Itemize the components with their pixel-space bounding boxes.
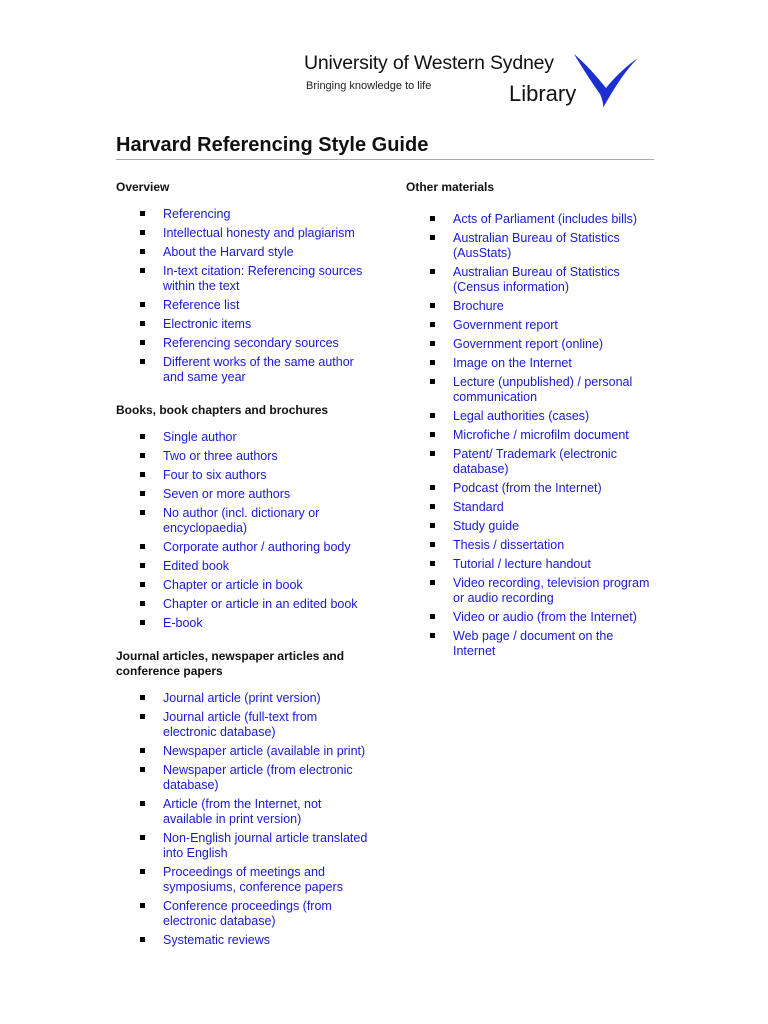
link-journal-article-full-text-from-electronic-database[interactable]: Journal article (full-text from electronic database) <box>116 710 368 740</box>
link-australian-bureau-of-statistics-ausstats[interactable]: Australian Bureau of Statistics (AusStats) <box>406 231 658 261</box>
link-brochure[interactable]: Brochure <box>406 299 658 314</box>
link-e-book[interactable]: E-book <box>116 616 368 631</box>
link-journal-article-print-version[interactable]: Journal article (print version) <box>116 691 368 706</box>
library-label: Library <box>509 81 577 106</box>
section-heading-overview: Overview <box>116 180 170 194</box>
link-in-text-citation-referencing-sources-within-the-text[interactable]: In-text citation: Referencing sources within the text <box>116 264 368 294</box>
section-list <box>116 207 366 385</box>
link-chapter-or-article-in-an-edited-book[interactable]: Chapter or article in an edited book <box>116 597 368 612</box>
section-heading-other-materials: Other materials <box>406 180 495 194</box>
link-seven-or-more-authors[interactable]: Seven or more authors <box>116 487 368 502</box>
link-referencing[interactable]: Referencing <box>116 207 368 222</box>
link-lecture-unpublished-personal-communication[interactable]: Lecture (unpublished) / personal communication <box>406 375 658 405</box>
left-column <box>116 180 366 966</box>
page-title: Harvard Referencing Style Guide <box>116 134 429 156</box>
link-acts-of-parliament-includes-bills[interactable]: Acts of Parliament (includes bills) <box>406 212 658 227</box>
link-video-or-audio-from-the-internet[interactable]: Video or audio (from the Internet) <box>406 610 658 625</box>
link-no-author-incl-dictionary-or-encyclopaedia[interactable]: No author (incl. dictionary or encyclopaedia) <box>116 506 368 536</box>
link-video-recording-television-program-or-audio-recording[interactable]: Video recording, television program or audio recording <box>406 576 658 606</box>
link-government-report[interactable]: Government report <box>406 318 658 333</box>
section-list <box>116 430 366 631</box>
link-proceedings-of-meetings-and-symposiums-conference-papers[interactable]: Proceedings of meetings and symposiums, conference papers <box>116 865 368 895</box>
link-patent-trademark-electronic-database[interactable]: Patent/ Trademark (electronic database) <box>406 447 658 477</box>
link-four-to-six-authors[interactable]: Four to six authors <box>116 468 368 483</box>
link-corporate-author-authoring-body[interactable]: Corporate author / authoring body <box>116 540 368 555</box>
link-chapter-or-article-in-book[interactable]: Chapter or article in book <box>116 578 368 593</box>
link-non-english-journal-article-translated-into-english[interactable]: Non-English journal article translated into English <box>116 831 368 861</box>
link-different-works-of-the-same-author-and-same-year[interactable]: Different works of the same author and same year <box>116 355 368 385</box>
section-list <box>116 691 366 948</box>
link-study-guide[interactable]: Study guide <box>406 519 658 534</box>
link-reference-list[interactable]: Reference list <box>116 298 368 313</box>
link-standard[interactable]: Standard <box>406 500 658 515</box>
link-web-page-document-on-the-internet[interactable]: Web page / document on the Internet <box>406 629 658 659</box>
swallow-logo-icon <box>568 50 640 110</box>
link-newspaper-article-from-electronic-database[interactable]: Newspaper article (from electronic database) <box>116 763 368 793</box>
link-systematic-reviews[interactable]: Systematic reviews <box>116 933 368 948</box>
link-conference-proceedings-from-electronic-database[interactable]: Conference proceedings (from electronic database) <box>116 899 368 929</box>
link-edited-book[interactable]: Edited book <box>116 559 368 574</box>
link-referencing-secondary-sources[interactable]: Referencing secondary sources <box>116 336 368 351</box>
link-australian-bureau-of-statistics-census-information[interactable]: Australian Bureau of Statistics (Census information) <box>406 265 658 295</box>
link-single-author[interactable]: Single author <box>116 430 368 445</box>
link-image-on-the-internet[interactable]: Image on the Internet <box>406 356 658 371</box>
right-column <box>406 180 656 677</box>
link-government-report-online[interactable]: Government report (online) <box>406 337 658 352</box>
link-tutorial-lecture-handout[interactable]: Tutorial / lecture handout <box>406 557 658 572</box>
link-two-or-three-authors[interactable]: Two or three authors <box>116 449 368 464</box>
section-heading-journal-articles-newspaper-articles-and-conference-papers: Journal articles, newspaper articles and conference papers <box>116 649 345 678</box>
link-about-the-harvard-style[interactable]: About the Harvard style <box>116 245 368 260</box>
link-podcast-from-the-internet[interactable]: Podcast (from the Internet) <box>406 481 658 496</box>
link-electronic-items[interactable]: Electronic items <box>116 317 368 332</box>
link-thesis-dissertation[interactable]: Thesis / dissertation <box>406 538 658 553</box>
university-tagline: Bringing knowledge to life <box>306 80 432 92</box>
section-heading-books-book-chapters-and-brochures: Books, book chapters and brochures <box>116 403 329 417</box>
link-newspaper-article-available-in-print[interactable]: Newspaper article (available in print) <box>116 744 368 759</box>
section-list <box>406 212 656 659</box>
link-article-from-the-internet-not-available-in-print-version[interactable]: Article (from the Internet, not available in print version) <box>116 797 368 827</box>
title-divider <box>116 159 654 160</box>
link-microfiche-microfilm-document[interactable]: Microfiche / microfilm document <box>406 428 658 443</box>
link-intellectual-honesty-and-plagiarism[interactable]: Intellectual honesty and plagiarism <box>116 226 368 241</box>
university-name: University of Western Sydney <box>304 52 554 74</box>
link-legal-authorities-cases[interactable]: Legal authorities (cases) <box>406 409 658 424</box>
